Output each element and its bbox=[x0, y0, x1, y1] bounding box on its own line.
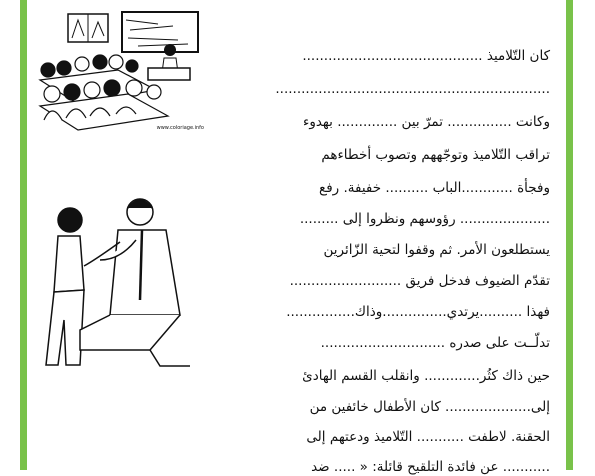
worksheet-line-5: وفجأة ............الباب .......... خفيفة. رفع bbox=[319, 180, 550, 196]
illustration-credit: www.coloriage.info bbox=[156, 125, 204, 131]
worksheet-line-13: الحقنة. لاطفت ........... التّلاميذ ودعتهم إلى bbox=[306, 429, 550, 445]
worksheet-line-10: تدلّــت على صدره ............................. bbox=[320, 335, 550, 351]
worksheet-line-1: كان التّلاميذ .......................................... bbox=[302, 48, 550, 64]
worksheet-line-14: ........... عن فائدة التلقيح قائلة: « ..... ضد bbox=[311, 459, 550, 475]
worksheet-line-8: تقدّم الضيوف فدخل فريق .......................... bbox=[289, 273, 550, 289]
right-green-border bbox=[566, 0, 573, 470]
doctor-child-illustration bbox=[40, 180, 200, 370]
worksheet-line-9: فهذا ..........يرتدي...............وذاك................ bbox=[286, 304, 550, 320]
worksheet-line-4: تراقب التّلاميذ وتوجّههم وتصوب أخطاءهم bbox=[321, 147, 550, 163]
classroom-illustration bbox=[38, 10, 208, 132]
worksheet-line-2: ................................................................ bbox=[275, 81, 550, 97]
left-green-border bbox=[20, 0, 27, 470]
worksheet-line-11: حين ذاك كثُر............. وانقلب القسم الهادئ bbox=[302, 368, 550, 384]
worksheet-line-3: وكانت ............... تمرّ بين .............. بهدوء bbox=[302, 114, 550, 130]
worksheet-line-12: إلى.................... كان الأطفال خائفين من bbox=[309, 399, 550, 415]
worksheet-line-6: ..................... رؤوسهم ونظروا إلى ......... bbox=[299, 211, 550, 227]
worksheet-line-7: يستطلعون الأمر. ثم وقفوا لتحية الزّائرين bbox=[323, 242, 550, 258]
